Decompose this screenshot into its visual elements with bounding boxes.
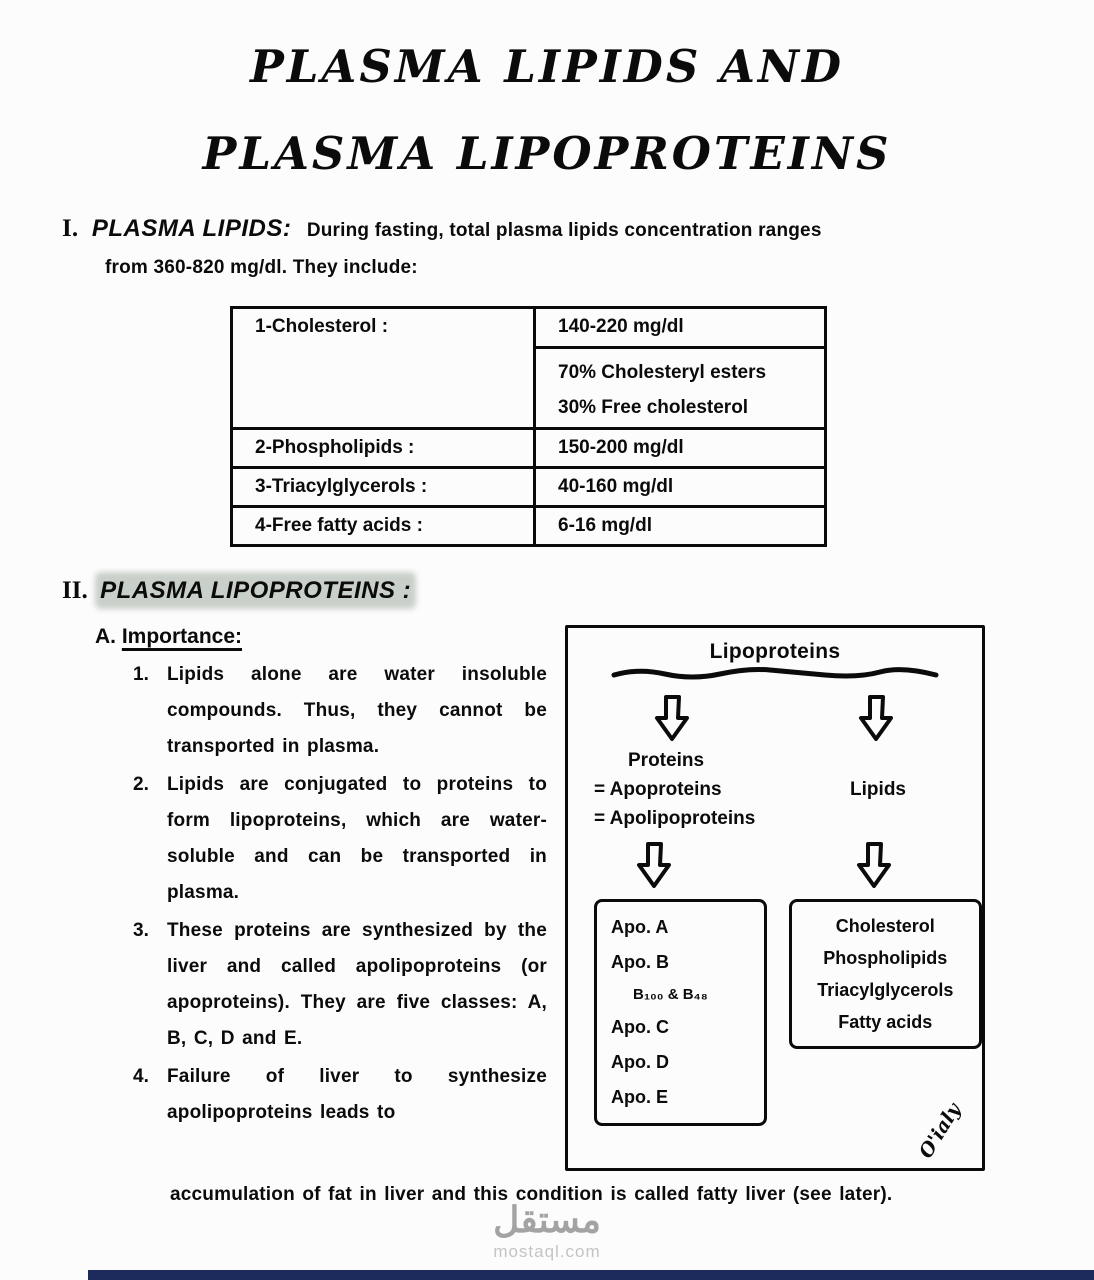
watermark (493, 1200, 601, 1262)
triacylglycerols-value-cell: 40-160 mg/dl (535, 468, 826, 507)
lipids-box (789, 899, 982, 1049)
section-plasma-lipids (62, 210, 1036, 286)
phospholipids-value-cell: 150-200 mg/dl (535, 429, 826, 468)
free-fatty-acids-value-cell: 6-16 mg/dl (535, 507, 826, 546)
section2-numeral: II. (62, 577, 88, 604)
apo-line: Apo. A (611, 917, 669, 937)
item-text: These proteins are synthesized by the liver and called apolipoproteins (or apoproteins). They are five classes: A, B, C, D and E. (167, 920, 547, 1049)
table-row-cholesterol (232, 308, 826, 429)
lipid-line: Fatty acids (838, 1012, 933, 1032)
table-row-triacylglycerols (232, 468, 826, 507)
list-item (133, 913, 547, 1057)
lipid-line: Phospholipids (823, 948, 948, 968)
importance-heading: Importance: (121, 625, 243, 648)
section2-heading: PLASMA LIPOPROTEINS : (100, 577, 412, 604)
importance-heading-row (95, 625, 547, 649)
apolipoproteins-label: = Apolipoproteins (594, 808, 756, 829)
item-number: 3. (133, 920, 149, 941)
item-number: 4. (133, 1066, 149, 1087)
apoproteins-box (594, 899, 767, 1126)
proteins-branch-labels (594, 746, 755, 833)
cholesterol-value-cell (535, 308, 826, 429)
table-row-free-fatty-acids (232, 507, 826, 546)
down-arrow-icon (634, 841, 674, 889)
apoproteins-label: = Apoproteins (594, 779, 722, 800)
cholesterol-details (536, 349, 824, 427)
triacylglycerols-label-cell: 3-Triacylglycerols : (232, 468, 535, 507)
lipoproteins-diagram (565, 625, 985, 1171)
item4-continuation: accumulation of fat in liver and this condition is called fatty liver (see later). (170, 1184, 893, 1205)
item-text: Failure of liver to synthesize apolipoproteins leads to (167, 1066, 547, 1123)
cholesteryl-esters: 70% Cholesteryl esters (558, 362, 767, 383)
section1-heading: PLASMA LIPIDS: (91, 215, 292, 242)
cholesterol-range: 140-220 mg/dl (536, 309, 824, 349)
down-arrow-icon (652, 694, 692, 742)
phospholipids-label-cell: 2-Phospholipids : (232, 429, 535, 468)
list-item (133, 657, 547, 765)
item-text: Lipids are conjugated to proteins to form lipoproteins, which are water-soluble and can be transported in plasma. (167, 774, 547, 903)
watermark-logo: مستقل (493, 1199, 601, 1240)
lipid-line: Triacylglycerols (817, 980, 954, 1000)
apo-line: Apo. D (611, 1052, 669, 1072)
free-cholesterol: 30% Free cholesterol (558, 397, 749, 418)
list-item (133, 1059, 547, 1131)
lipids-label: Lipids (850, 779, 906, 800)
item-number: 1. (133, 664, 149, 685)
title-line-1: PLASMA LIPIDS AND (249, 40, 845, 93)
apo-line: Apo. B (611, 952, 669, 972)
importance-columns (95, 625, 1094, 1171)
apo-b-subtypes: B₁₀₀ & B₄₈ (633, 986, 708, 1003)
apo-line: Apo. E (611, 1087, 668, 1107)
down-arrow-icon (856, 694, 896, 742)
cholesterol-label-cell: 1-Cholesterol : (232, 308, 535, 429)
section1-intro-text: During fasting, total plasma lipids concentration ranges (306, 220, 822, 241)
scan-edge-bar (88, 1270, 1094, 1280)
diagram-arrow-row-2 (568, 833, 982, 889)
diagram-detail-boxes (594, 899, 982, 1126)
table-row-phospholipids (232, 429, 826, 468)
diagram-arrow-row-1 (568, 682, 982, 742)
importance-column (95, 625, 547, 1133)
title-line-2: PLASMA LIPOPROTEINS (202, 127, 892, 180)
apo-line: Apo. C (611, 1017, 669, 1037)
section1-intro-line1 (62, 210, 1036, 249)
watermark-site: mostaql.com (493, 1242, 601, 1261)
diagram-title: Lipoproteins (709, 640, 841, 663)
proteins-label: Proteins (628, 750, 705, 771)
section1-numeral: I. (62, 215, 79, 242)
free-fatty-acids-label-cell: 4-Free fatty acids : (232, 507, 535, 546)
lipid-line: Cholesterol (835, 916, 935, 936)
importance-letter: A. (95, 625, 116, 648)
document-title (0, 40, 1094, 180)
section-plasma-lipoproteins (62, 577, 1094, 605)
signature: O'ialy (914, 1099, 966, 1163)
list-item (133, 767, 547, 911)
section1-intro-line2: from 360-820 mg/dl. They include: (105, 257, 418, 278)
squiggle-divider-icon (610, 666, 940, 682)
lipid-table (230, 306, 827, 547)
item-number: 2. (133, 774, 149, 795)
down-arrow-icon (854, 841, 894, 889)
item-text: Lipids alone are water insoluble compounds. Thus, they cannot be transported in plasma. (167, 664, 547, 757)
diagram-branch-labels (568, 746, 982, 833)
importance-list (95, 657, 547, 1131)
